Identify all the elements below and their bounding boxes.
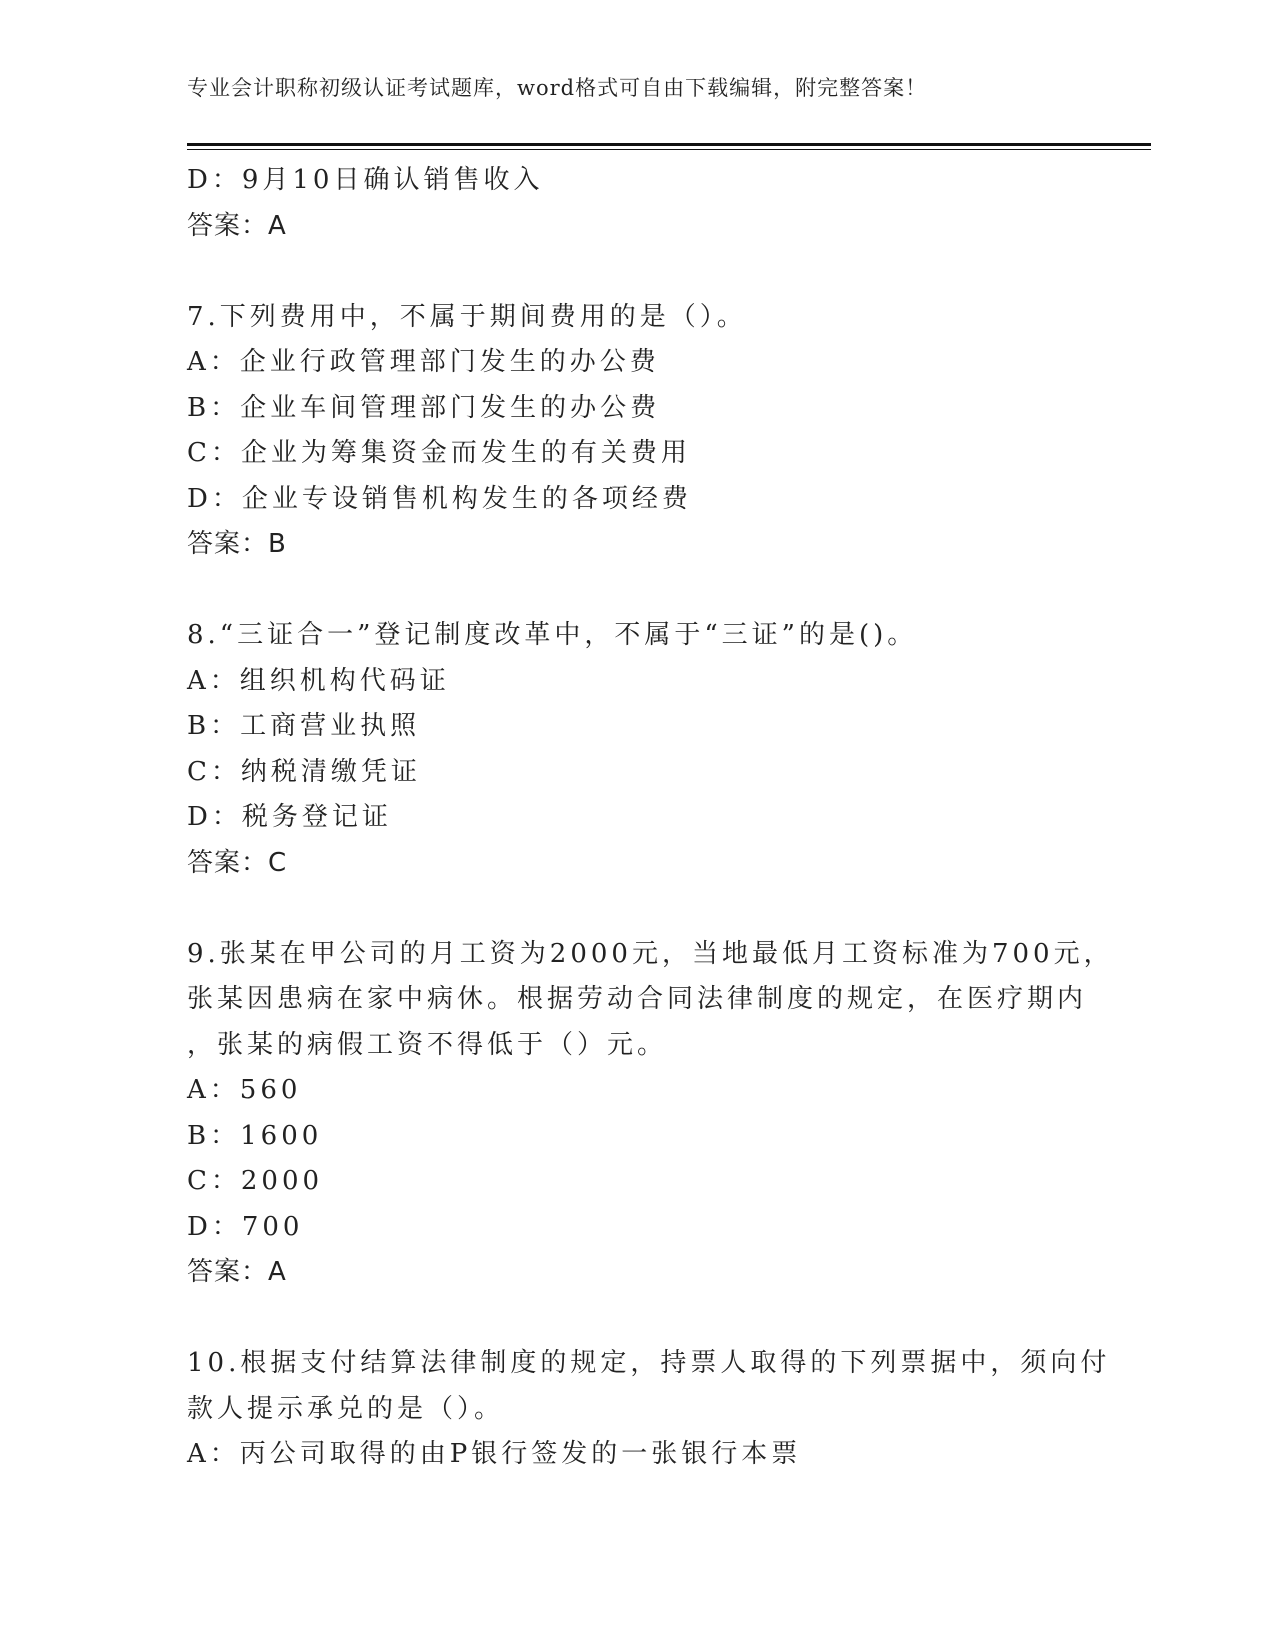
q6-answer: 答案：A bbox=[187, 210, 287, 241]
q9-stem-line2: 张某因患病在家中病休。根据劳动合同法律制度的规定，在医疗期内 bbox=[187, 984, 1088, 1014]
q7-option-a: A：企业行政管理部门发生的办公费 bbox=[187, 347, 660, 377]
q8-option-b: B：工商营业执照 bbox=[187, 711, 421, 741]
spacer bbox=[187, 886, 1087, 932]
q9-answer: 答案：A bbox=[187, 1257, 287, 1287]
q9-stem-line3: ，张某的病假工资不得低于（）元。 bbox=[187, 1029, 668, 1060]
document-body bbox=[187, 158, 1114, 1478]
q9-stem-line1: 9.张某在甲公司的月工资为2000元，当地最低月工资标准为700元， bbox=[187, 938, 1114, 969]
q7-option-c: C：企业为筹集资金而发生的有关费用 bbox=[187, 438, 691, 468]
q6-option-d: D：9月10日确认销售收入 bbox=[187, 165, 544, 195]
page-header: 专业会计职称初级认证考试题库，word格式可自由下载编辑，附完整答案！ bbox=[187, 76, 928, 100]
q7-option-b: B：企业车间管理部门发生的办公费 bbox=[187, 392, 661, 423]
q7-stem: 7.下列费用中，不属于期间费用的是（）。 bbox=[187, 301, 747, 332]
q7-option-d: D：企业专设销售机构发生的各项经费 bbox=[187, 483, 692, 514]
spacer bbox=[187, 1296, 1087, 1342]
q9-option-c: C：2000 bbox=[187, 1166, 324, 1196]
header-rule-thick bbox=[187, 143, 1151, 146]
q7-answer: 答案：B bbox=[187, 529, 287, 559]
q8-option-c: C：纳税清缴凭证 bbox=[187, 756, 421, 787]
q8-answer: 答案：C bbox=[187, 847, 288, 878]
q10-option-a: A：丙公司取得的由P银行签发的一张银行本票 bbox=[187, 1439, 802, 1469]
spacer bbox=[187, 568, 1087, 614]
q8-option-d: D：税务登记证 bbox=[187, 802, 392, 832]
q10-stem-line1: 10.根据支付结算法律制度的规定，持票人取得的下列票据中，须向付 bbox=[187, 1348, 1111, 1378]
q9-option-d: D：700 bbox=[187, 1211, 304, 1242]
header-rule-thin bbox=[187, 149, 1151, 150]
q9-option-b: B：1600 bbox=[187, 1120, 323, 1151]
q8-stem: 8.“三证合一”登记制度改革中，不属于“三证”的是()。 bbox=[187, 620, 918, 650]
q10-stem-line2: 款人提示承兑的是（）。 bbox=[187, 1393, 505, 1424]
q9-option-a: A：560 bbox=[187, 1075, 302, 1105]
q8-option-a: A：组织机构代码证 bbox=[187, 665, 450, 696]
spacer bbox=[187, 249, 1087, 295]
